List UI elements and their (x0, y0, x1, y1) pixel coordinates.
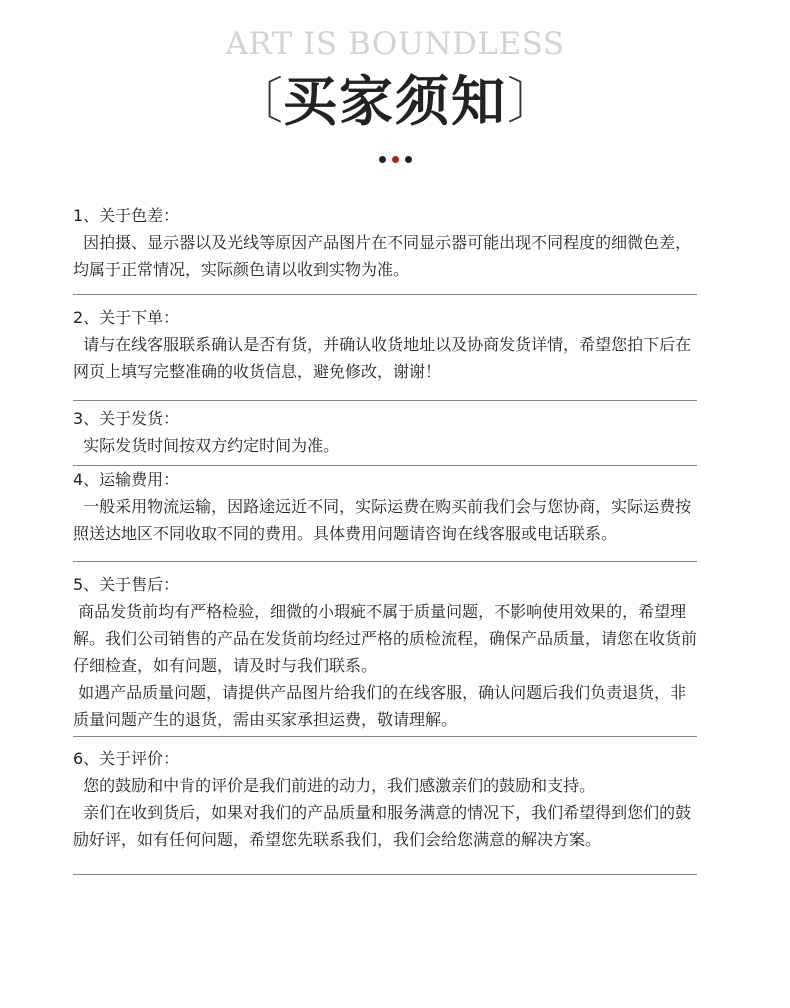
section-freight (73, 466, 697, 562)
section-title: 4、运输费用： (73, 470, 180, 489)
dot-icon (405, 156, 412, 163)
section-paragraph: 您的鼓励和中肯的评价是我们前进的动力，我们感激亲们的鼓励和支持。 (73, 776, 596, 795)
title-text: 买家须知 (283, 69, 507, 133)
title-bracket-close: 〕 (507, 72, 557, 130)
page-title (0, 66, 790, 136)
notice-list (73, 196, 697, 875)
section-title: 1、关于色差： (73, 206, 180, 225)
section-title: 5、关于售后： (73, 575, 180, 594)
section-paragraph: 因拍摄、显示器以及光线等原因产品图片在不同显示器可能出现不同程度的细微色差，均属于正常情况，实际颜色请以收到实物为准。 (73, 233, 692, 279)
dot-accent-icon (392, 156, 399, 163)
section-paragraph: 实际发货时间按双方约定时间为准。 (73, 436, 340, 455)
section-title: 3、关于发货： (73, 409, 180, 428)
section-paragraph: 请与在线客服联系确认是否有货，并确认收货地址以及协商发货详情，希望您拍下后在网页上填写完整准确的收货信息，避免修改，谢谢！ (73, 335, 692, 381)
section-title: 2、关于下单： (73, 308, 180, 327)
section-reviews (73, 737, 697, 875)
dot-icon (379, 156, 386, 163)
subtitle-art-is-boundless: ART IS BOUNDLESS (225, 26, 565, 62)
title-bracket-open: 〔 (233, 72, 283, 130)
decorative-dots (0, 156, 790, 163)
section-shipping (73, 401, 697, 466)
section-paragraph: 如遇产品质量问题，请提供产品图片给我们的在线客服，确认问题后我们负责退货，非质量问题产生的退货，需由买家承担运费，敬请理解。 (73, 683, 687, 729)
section-paragraph: 一般采用物流运输，因路途远近不同，实际运费在购买前我们会与您协商，实际运费按照送达地区不同收取不同的费用。具体费用问题请咨询在线客服或电话联系。 (73, 497, 692, 543)
section-ordering (73, 295, 697, 401)
section-title: 6、关于评价： (73, 749, 180, 768)
section-paragraph: 商品发货前均有严格检验，细微的小瑕疵不属于质量问题，不影响使用效果的，希望理解。我们公司销售的产品在发货前均经过严格的质检流程，确保产品质量，请您在收货前仔细检查，如有问题，请及时与我们联系。 (73, 602, 698, 675)
section-color-difference (73, 196, 697, 295)
section-paragraph: 亲们在收到货后，如果对我们的产品质量和服务满意的情况下，我们希望得到您们的鼓励好评，如有任何问题，希望您先联系我们，我们会给您满意的解决方案。 (73, 803, 692, 849)
section-after-sales (73, 562, 697, 737)
